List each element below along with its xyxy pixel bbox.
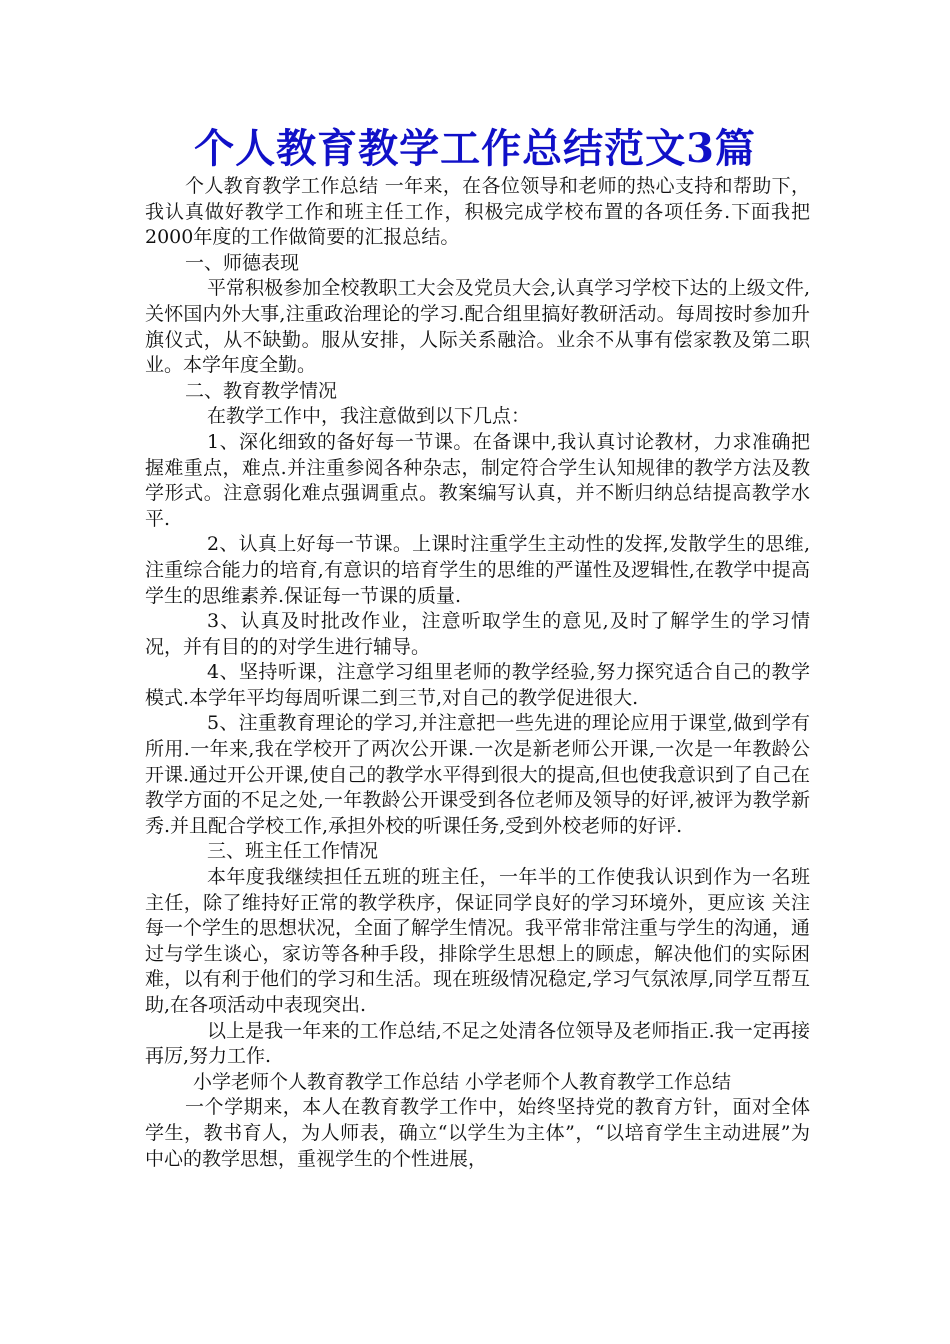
- teaching-point-3: 3、认真及时批改作业，注意听取学生的意见,及时了解学生的学习情况，并有目的的对学生进行辅导。: [145, 610, 810, 658]
- document-body: [145, 174, 810, 1172]
- document-title: 个人教育教学工作总结范文3篇: [194, 125, 756, 172]
- teaching-point-5: 5、注重教育理论的学习,并注意把一些先进的理论应用于课堂,做到学有所用.一年来,我在学校开了两次公开课.一次是新老师公开课,一次是一年教龄公开课.通过开公开课,使自己的教学水平得到很大的提高,但也使我意识到了自己在教学方面的不足之处,一年教龄公开课受到各位老师及领导的好评,被评为教学新秀.并且配合学校工作,承担外校的听课任务,受到外校老师的好评.: [145, 712, 810, 837]
- section-heading-ethics: 一、师德表现: [185, 251, 300, 274]
- class-teacher-paragraph: 本年度我继续担任五班的班主任，一年半的工作使我认识到作为一名班主任，除了维持好正常的教学秩序，保证同学良好的学习环境外，更应该 关注每一个学生的思想状况，全面了解学生情况。我平常非常注重与学生的沟通，通过与学生谈心，家访等各种手段，排除学生思想上的顾虑，解决他们的实际困难，以有利于他们的学习和生活。现在班级情况稳定,学习气氛浓厚,同学互帮互助,在各项活动中表现突出.: [145, 866, 811, 1016]
- section-heading-teaching: 二、教育教学情况: [185, 379, 338, 402]
- teaching-point-1: 1、深化细致的备好每一节课。在备课中,我认真讨论教材，力求准确把握难重点，难点.并注重参阅各种杂志，制定符合学生认知规律的教学方法及教学形式。注意弱化难点强调重点。教案编写认真，并不断归纳总结提高教学水平.: [145, 430, 810, 530]
- teaching-point-4: 4、坚持听课，注意学习组里老师的教学经验,努力探究适合自己的教学模式.本学年平均每周听课二到三节,对自己的教学促进很大.: [145, 661, 810, 709]
- teaching-intro-paragraph: 在教学工作中，我注意做到以下几点：: [207, 405, 531, 428]
- section-heading-class-teacher: 三、班主任工作情况: [207, 840, 379, 863]
- ethics-paragraph: 平常积极参加全校教职工大会及党员大会,认真学习学校下达的上级文件,关怀国内外大事,注重政治理论的学习.配合组里搞好教研活动。每周按时参加升旗仪式，从不缺勤。服从安排，人际关系融洽。业余不从事有偿家教及第二职业。本学年度全勤。: [145, 277, 810, 377]
- teaching-point-2: 2、认真上好每一节课。上课时注重学生主动性的发挥,发散学生的思维,注重综合能力的培育,有意识的培育学生的思维的严谨性及逻辑性,在教学中提高学生的思维素养.保证每一节课的质量.: [145, 533, 810, 607]
- intro-paragraph: 个人教育教学工作总结 一年来，在各位领导和老师的热心支持和帮助下，我认真做好教学工作和班主任工作，积极完成学校布置的各项任务.下面我把2000年度的工作做简要的汇报总结。: [145, 175, 810, 249]
- second-article-paragraph: 一个学期来，本人在教育教学工作中，始终坚持党的教育方针，面对全体学生，教书育人，为人师表，确立“以学生为主体”，“以培育学生主动进展”为中心的教学思想，重视学生的个性进展，: [145, 1096, 810, 1170]
- closing-paragraph: 以上是我一年来的工作总结,不足之处清各位领导及老师指正.我一定再接再厉,努力工作.: [145, 1019, 810, 1068]
- second-article-heading: 小学老师个人教育教学工作总结 小学老师个人教育教学工作总结: [193, 1070, 732, 1093]
